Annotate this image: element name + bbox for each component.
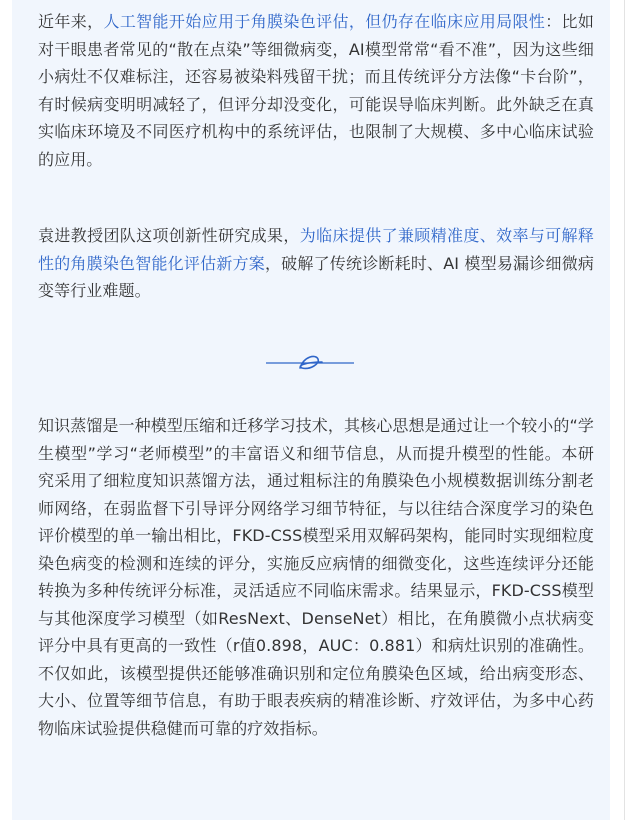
- paragraph-1-highlight: 人工智能开始应用于角膜染色评估，但仍存在临床应用局限性: [103, 12, 546, 31]
- paragraph-1-body: ：比如对干眼患者常见的“散在点染”等细微病变，AI模型常常“看不准”，因为这些细小病灶不仅难标注，还容易被染料残留干扰；而且传统评分方法像“卡台阶”，有时候病变明明减轻了，但评分却没变化，可能误导临床判断。此外缺乏在真实临床环境及不同医疗机构中的系统评估，也限制了大规模、多中心临床试验的应用。: [38, 12, 595, 169]
- section-divider-icon: [266, 352, 354, 374]
- paragraph-1-lead: 近年来，: [38, 12, 104, 31]
- paragraph-team-result: [38, 222, 594, 305]
- paragraph-ai-limitations: [38, 8, 594, 173]
- paragraph-knowledge-distillation: 知识蒸馏是一种模型压缩和迁移学习技术，其核心思想是通过让一个较小的“学生模型”学习“老师模型”的丰富语义和细节信息，从而提升模型的性能。本研究采用了细粒度知识蒸馏方法，通过粗标注的角膜染色小规模数据训练分割老师网络，在弱监督下引导评分网络学习细节特征，与以往结合深度学习的染色评价模型的单一输出相比，FKD-CSS模型采用双解码架构，能同时实现细粒度染色病变的检测和连续的评分，实施反应病情的细微变化，这些连续评分还能转换为多种传统评分标准，灵活适应不同临床需求。结果显示，FKD-CSS模型与其他深度学习模型（如ResNext、DenseNet）相比，在角膜微小点状病变评分中具有更高的一致性（r值0.898，AUC：0.881）和病灶识别的准确性。不仅如此，该模型提供还能够准确识别和定位角膜染色区域，给出病变形态、大小、位置等细节信息，有助于眼表疾病的精准诊断、疗效评估，为多中心药物临床试验提供稳健而可靠的疗效指标。: [38, 416, 594, 738]
- paragraph-2-highlight: 为临床提供了兼顾精准度、效率与可解释性的角膜染色智能化评估新方案: [38, 226, 594, 273]
- scrollbar-edge: [624, 0, 625, 820]
- paragraph-2-body: ，破解了传统诊断耗时、AI 模型易漏诊细微病变等行业难题。: [38, 253, 594, 300]
- paragraph-2-lead: 袁进教授团队这项创新性研究成果，: [38, 226, 300, 245]
